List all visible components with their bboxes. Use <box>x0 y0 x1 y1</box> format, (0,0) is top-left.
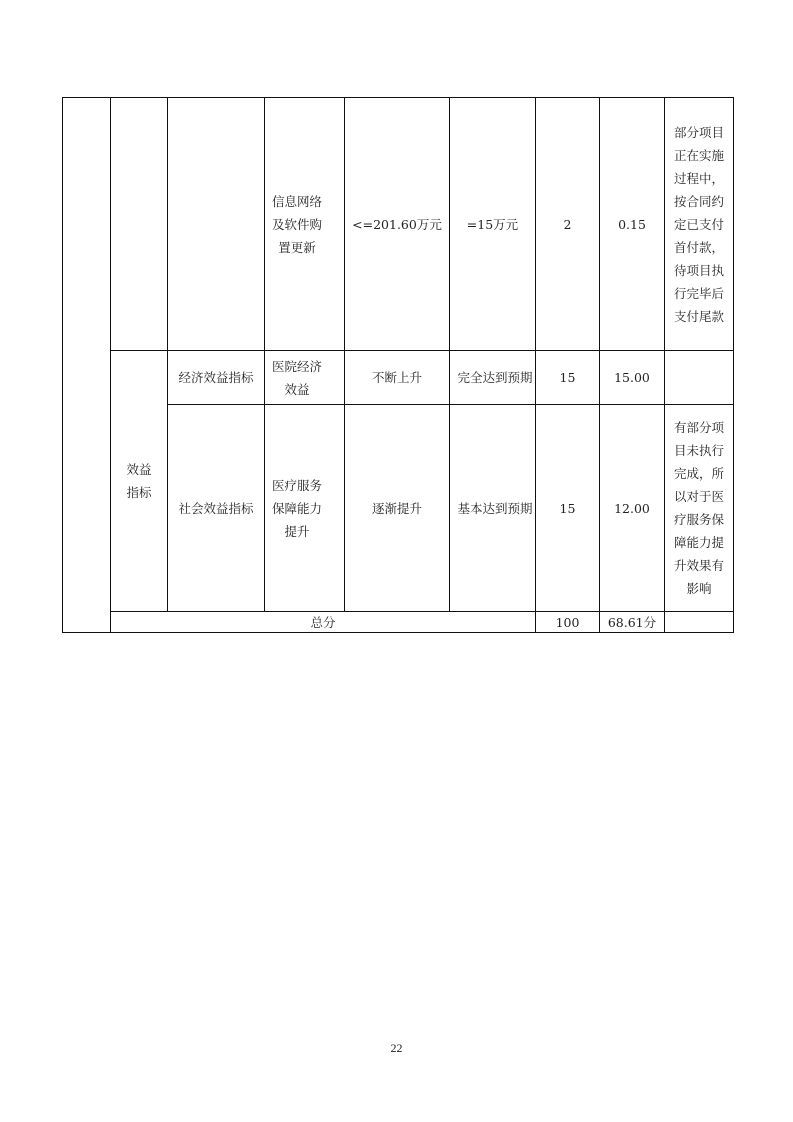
total-weight: 100 <box>536 612 600 633</box>
total-score: 68.61分 <box>600 612 665 633</box>
score-cell: 12.00 <box>600 405 665 612</box>
performance-table <box>62 97 734 633</box>
total-label: 总分 <box>111 612 536 633</box>
page-number: 22 <box>390 1041 403 1055</box>
indicator-cell: 医院经济效益 <box>265 351 345 405</box>
sub-category-cell: 社会效益指标 <box>168 405 265 612</box>
actual-cell: 完全达到预期 <box>450 351 536 405</box>
weight-cell: 15 <box>536 405 600 612</box>
sub-category-cell: 经济效益指标 <box>168 351 265 405</box>
indicator-cell: 医疗服务保障能力提升 <box>265 405 345 612</box>
weight-cell: 15 <box>536 351 600 405</box>
table-row <box>63 98 734 351</box>
sub-category-cell <box>168 98 265 351</box>
indicator-cell: 信息网络及软件购置更新 <box>265 98 345 351</box>
actual-cell: =15万元 <box>450 98 536 351</box>
total-remark <box>665 612 734 633</box>
table-row <box>63 351 734 405</box>
outer-category-cell <box>63 98 111 633</box>
remark-cell <box>665 351 734 405</box>
remark-cell: 部分项目正在实施过程中，按合同约定已支付首付款，待项目执行完毕后支付尾款 <box>665 98 734 351</box>
target-cell: 逐渐提升 <box>345 405 450 612</box>
target-cell: <=201.60万元 <box>345 98 450 351</box>
score-cell: 0.15 <box>600 98 665 351</box>
score-cell: 15.00 <box>600 351 665 405</box>
total-row <box>63 612 734 633</box>
target-cell: 不断上升 <box>345 351 450 405</box>
category-cell <box>111 98 168 351</box>
benefit-category-cell: 效益指标 <box>111 351 168 612</box>
weight-cell: 2 <box>536 98 600 351</box>
remark-cell: 有部分项目未执行完成，所以对于医疗服务保障能力提升效果有影响 <box>665 405 734 612</box>
actual-cell: 基本达到预期 <box>450 405 536 612</box>
